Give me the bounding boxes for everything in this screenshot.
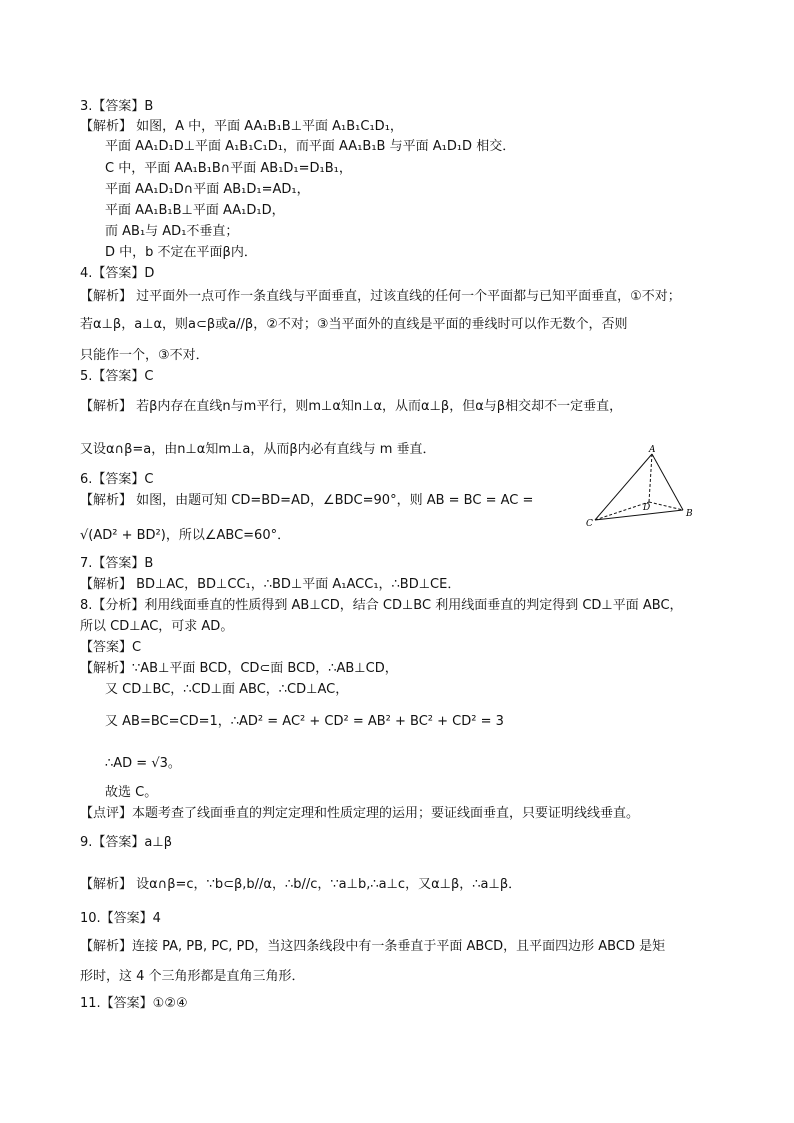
q3-solution-line: C 中，平面 AA₁B₁B∩平面 AB₁D₁=D₁B₁，: [105, 161, 352, 176]
q8-answer: 【答案】C: [80, 640, 142, 655]
edge-cb: [595, 510, 683, 520]
q3-solution-line: 平面 AA₁D₁D⊥平面 A₁B₁C₁D₁，而平面 AA₁B₁B 与平面 A₁D₁D 相交．: [105, 139, 516, 154]
pyramid-figure: [585, 440, 715, 535]
q8-analysis-line: 8.【分析】利用线面垂直的性质得到 AB⊥CD，结合 CD⊥BC 利用线面垂直的判定得到 CD⊥平面 ABC，: [80, 598, 683, 613]
q8-comment: 【点评】本题考查了线面垂直的判定定理和性质定理的运用；要证线面垂直，只要证明线线垂直。: [80, 806, 640, 821]
q7-answer: 7.【答案】B: [80, 556, 154, 571]
q11-answer: 11.【答案】①②④: [80, 996, 188, 1011]
q8-solution-line: ∴AD = √3。: [105, 756, 181, 771]
q8-analysis-line: 所以 CD⊥AC，可求 AD。: [80, 619, 234, 634]
figure-label-d: D: [643, 503, 651, 513]
q5-solution-line: 又设α∩β=a，由n⊥α知m⊥a，从而β内必有直线与 m 垂直．: [80, 442, 436, 457]
q8-solution-line: 故选 C。: [105, 785, 158, 800]
q10-solution-line: 【解析】连接 PA, PB, PC, PD，当这四条线段中有一条垂直于平面 ABCD，且平面四边形 ABCD 是矩: [80, 939, 666, 954]
q3-solution-line: 平面 AA₁D₁D∩平面 AB₁D₁=AD₁，: [105, 182, 310, 197]
q3-solution-line: D 中，b 不定在平面β内．: [105, 245, 257, 260]
q4-solution-line: 只能作一个，③不对．: [80, 348, 209, 363]
q8-solution-line: 又 CD⊥BC，∴CD⊥面 ABC，∴CD⊥AC，: [105, 682, 349, 697]
q4-solution-line: 若α⊥β，a⊥α，则a⊂β或a//β，②不对；③当平面外的直线是平面的垂线时可以作无数个，否则: [80, 317, 628, 332]
q4-solution-line: 【解析】 过平面外一点可作一条直线与平面垂直，过该直线的任何一个平面都与已知平面垂直，①不对；: [80, 289, 681, 304]
q3-solution-line: 而 AB₁与 AD₁不垂直；: [105, 224, 239, 239]
q4-answer: 4.【答案】D: [80, 266, 155, 281]
figure-label-b: B: [686, 509, 693, 519]
edge-ab: [652, 454, 683, 510]
q6-solution-line: √(AD² + BD²)，所以∠ABC=60°．: [80, 528, 291, 543]
q5-solution-line: 【解析】 若β内存在直线n与m平行，则m⊥α知n⊥α，从而α⊥β，但α与β相交却不一定垂直，: [80, 399, 623, 414]
edge-ad: [649, 454, 652, 502]
q6-solution-line: 【解析】 如图，由题可知 CD=BD=AD，∠BDC=90°，则 AB = BC = AC =: [80, 493, 534, 508]
q10-answer: 10.【答案】4: [80, 911, 161, 926]
q10-solution-line: 形时，这 4 个三角形都是直角三角形．: [80, 969, 305, 984]
q5-answer: 5.【答案】C: [80, 369, 154, 384]
q3-answer: 3.【答案】B: [80, 99, 154, 114]
q7-solution-line: 【解析】 BD⊥AC，BD⊥CC₁，∴BD⊥平面 A₁ACC₁，∴BD⊥CE．: [80, 577, 461, 592]
q8-solution-line: 又 AB=BC=CD=1，∴AD² = AC² + CD² = AB² + BC² + CD² = 3: [105, 714, 504, 729]
q9-solution-line: 【解析】 设α∩β=c，∵b⊂β,b//α，∴b//c，∵a⊥b,∴a⊥c，又α⊥β，∴a⊥β．: [80, 877, 522, 892]
figure-label-a: A: [649, 445, 656, 455]
q3-solution-line: 【解析】 如图，A 中，平面 AA₁B₁B⊥平面 A₁B₁C₁D₁，: [80, 119, 403, 134]
q8-solution-line: 【解析】∵AB⊥平面 BCD，CD⊂面 BCD，∴AB⊥CD，: [80, 661, 398, 676]
edge-db: [649, 502, 683, 510]
q3-solution-line: 平面 AA₁B₁B⊥平面 AA₁D₁D，: [105, 203, 285, 218]
q6-answer: 6.【答案】C: [80, 472, 154, 487]
q9-answer: 9.【答案】a⊥β: [80, 835, 172, 850]
figure-label-c: C: [586, 519, 593, 529]
